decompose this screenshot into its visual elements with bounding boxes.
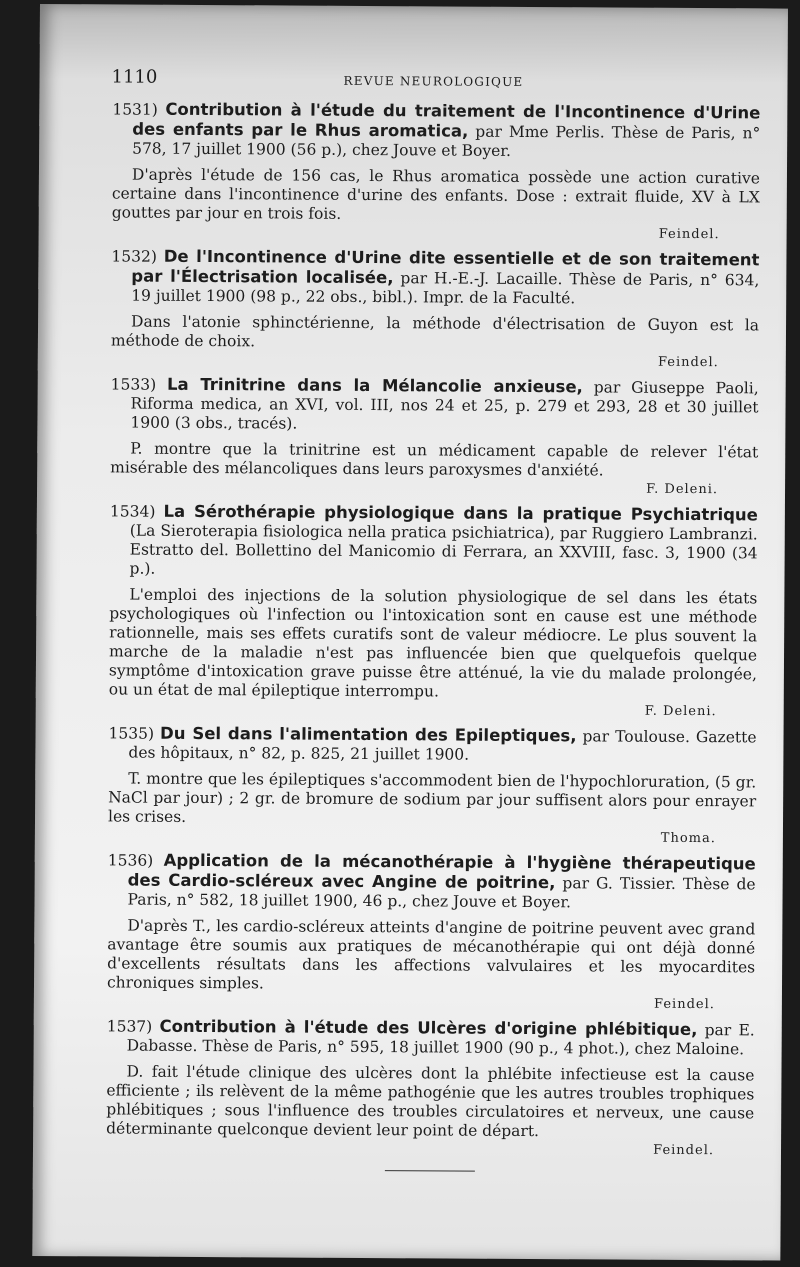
entry-abstract: Dans l'atonie sphinctérienne, la méthode d'électrisation de Guyon est la méthode de choix. xyxy=(110,312,760,351)
entry-reference: par Mme Perlis. Thèse de Paris, n° 578, 17 juillet 1900 (56 p.), chez Jouve et Boyer. xyxy=(132,122,761,160)
entry-title: Du Sel dans l'alimentation des Epileptiques, xyxy=(160,723,577,746)
entry-number: 1531) xyxy=(112,100,158,119)
page-header xyxy=(111,66,751,96)
entry-number: 1535) xyxy=(108,724,155,743)
article-list xyxy=(106,99,761,1173)
entry-abstract: L'emploi des injections de la solution physiologique de sel dans les états psychologiques où l'infection ou l'intoxication sont en cause est une méthode rationnelle, mais ses effets curatifs sont de valeur médiocre. Le plus souvent la marche de la maladie n'est pas influencée bien que quelquefois quelque symptôme d'intoxication grave puisse être atténué, la vie du malade prolongée, ou un état de mal épileptique interrompu. xyxy=(108,585,758,701)
entry-reviewer: Feindel. xyxy=(658,226,720,243)
end-rule xyxy=(385,1170,475,1172)
entry-1537 xyxy=(106,1016,755,1158)
entry-number: 1537) xyxy=(106,1017,153,1036)
entry-number: 1536) xyxy=(107,851,154,870)
entry-reference: par E. Dabasse. Thèse de Paris, n° 595, 18 juillet 1900 (90 p., 4 phot.), chez Maloine. xyxy=(126,1021,755,1059)
entry-title: Contribution à l'étude du traitement de l'Incontinence d'Urine des enfants par le Rhus aromatica, xyxy=(132,99,761,141)
entry-citation xyxy=(112,99,760,162)
entry-reviewer: Feindel. xyxy=(654,996,715,1013)
entry-title: La Trinitrine dans la Mélancolie anxieuse, xyxy=(166,374,583,397)
entry-abstract: D. fait l'étude clinique des ulcères dont la phlébite infectieuse est la cause efficiente ; ils relèvent de la même pathogénie que les autres troubles trophiques phlébitiques ; sous l'influence des troubles circulatoires et nerveux, une cause déterminante quelconque devient leur point de départ. xyxy=(106,1062,755,1141)
entry-abstract: P. montre que la trinitrine est un médicament capable de relever l'état misérable des mélancoliques dans leurs paroxysmes d'anxiété. xyxy=(110,439,759,480)
entry-reference: par H.-E.-J. Lacaille. Thèse de Paris, n° 634, 19 juillet 1900 (98 p., 22 obs., bibl.). Impr. de la Faculté. xyxy=(131,269,760,308)
entry-number: 1532) xyxy=(111,247,158,266)
entry-reviewer: F. Deleni. xyxy=(646,481,719,498)
entry-reference: par G. Tissier. Thèse de Paris, n° 582, 18 juillet 1900, 46 p., chez Jouve et Boyer. xyxy=(127,874,756,912)
entry-1531 xyxy=(112,99,761,242)
entry-abstract: D'après T., les cardio-scléreux atteints d'angine de poitrine peuvent avec grand avantage être soumis aux pratiques de mécanothérapie qui ont déjà donné d'excellents résultats dans les affections valvulaires et les myocardites chroniques simples. xyxy=(106,916,756,993)
entry-reference: par Giuseppe Paoli, Riforma medica, an XVI, vol. III, nos 24 et 25, p. 279 et 293, 28 et 30 juillet 1900 (3 obs., tracés). xyxy=(130,378,759,433)
entry-reference: (La Sieroterapia fisiologica nella pratica psichiatrica), par Ruggiero Lambranzi. Estratto del. Bollettino del Manicomio di Ferrara, an XXVIII, fasc. 3, 1900 (34 p.). xyxy=(129,521,758,578)
entry-reviewer: F. Deleni. xyxy=(644,703,717,720)
entry-1535 xyxy=(108,723,757,846)
scanned-page xyxy=(32,4,788,1261)
entry-citation xyxy=(109,501,757,582)
entry-1534 xyxy=(109,501,758,719)
page-number: 1110 xyxy=(111,66,158,88)
entry-citation xyxy=(107,1016,755,1059)
running-title: REVUE NEUROLOGIQUE xyxy=(343,73,524,89)
entry-number: 1533) xyxy=(110,375,157,394)
entry-citation xyxy=(110,374,758,436)
entry-title: Contribution à l'étude des Ulcères d'origine phlébitique, xyxy=(159,1016,698,1040)
entry-citation xyxy=(111,246,759,309)
entry-title: De l'Incontinence d'Urine dite essentielle et de son traitement par l'Électrisation localisée, xyxy=(131,246,760,288)
entry-number: 1534) xyxy=(109,502,156,521)
entry-citation xyxy=(108,723,756,766)
entry-reviewer: Thoma. xyxy=(660,830,716,847)
entry-reviewer: Feindel. xyxy=(653,1142,715,1159)
entry-1536 xyxy=(107,850,756,1012)
entry-abstract: T. montre que les épileptiques s'accommodent bien de l'hypochloruration, (5 gr. NaCl par jour) ; 2 gr. de bromure de sodium par jour suffisent alors pour enrayer les crises. xyxy=(107,769,757,826)
entry-reference: par Toulouse. Gazette des hôpitaux, n° 82, p. 825, 21 juillet 1900. xyxy=(128,727,757,764)
entry-abstract: D'après l'étude de 156 cas, le Rhus aromatica possède une action curative certaine dans l'incontinence d'urine des enfants. Dose : extrait fluide, XV à LX gouttes par jour en trois fois. xyxy=(111,165,761,223)
entry-citation xyxy=(107,850,755,913)
entry-title: La Sérothérapie physiologique dans la pratique Psychiatrique xyxy=(163,501,758,525)
entry-1532 xyxy=(111,246,760,370)
entry-reviewer: Feindel. xyxy=(657,354,719,371)
entry-title: Application de la mécanothérapie à l'hygiène thérapeutique des Cardio-scléreux avec Angine de poitrine, xyxy=(127,850,756,893)
entry-1533 xyxy=(110,374,759,497)
